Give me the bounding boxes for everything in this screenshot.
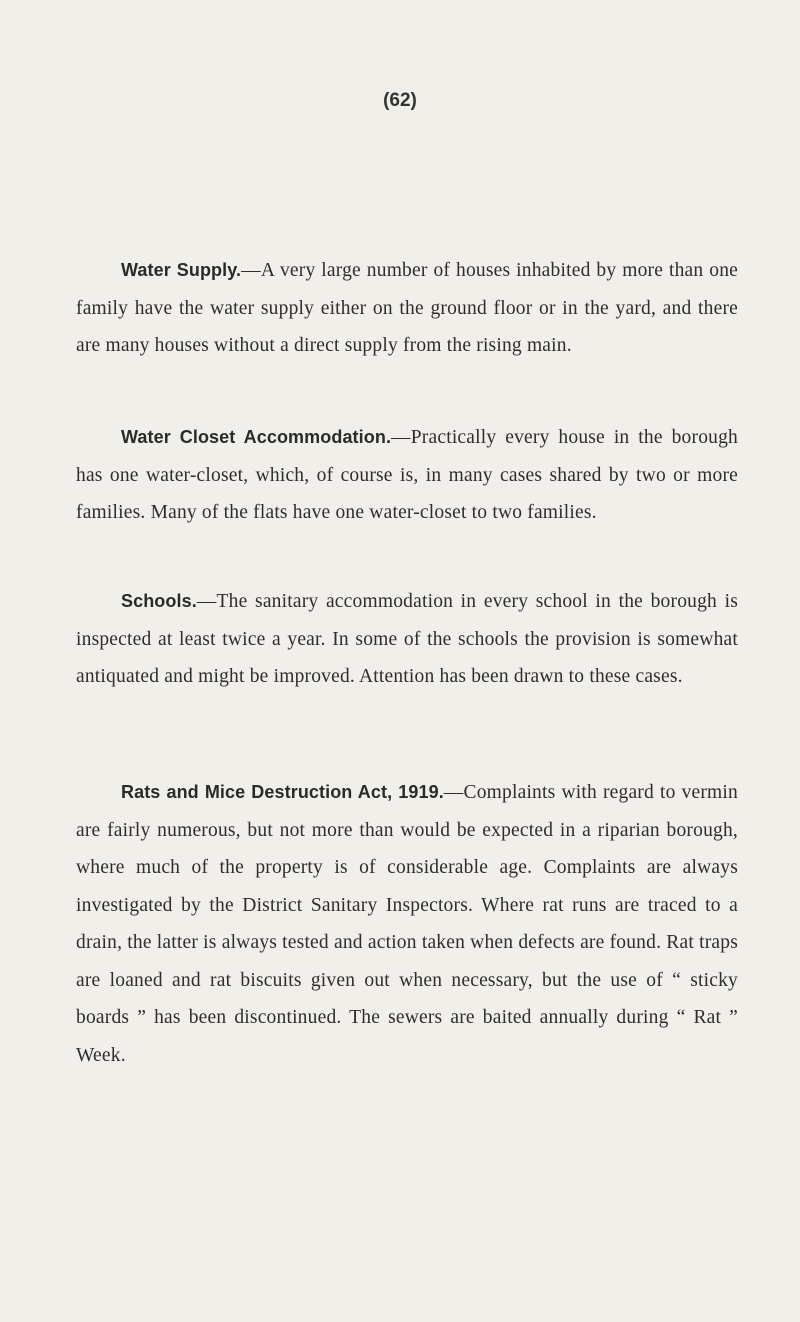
body-water-supply: —A very large number of houses inhabited by more than one family have the water supply either on the ground floor or in the yard, and there are many houses without a direct supply from the rising main.	[76, 260, 738, 356]
heading-water-closet: Water Closet Accommodation.	[121, 427, 392, 447]
heading-rats-and-mice: Rats and Mice Destruction Act, 1919.	[121, 782, 444, 802]
heading-schools: Schools.	[121, 591, 197, 611]
body-rats-and-mice: —Complaints with regard to vermin are fairly numerous, but not more than would be expected in a riparian borough, where much of the property is of considerable age. Complaints are always investigated by the District Sanitary Inspectors. Where rat runs are traced to a drain, the latter is always tested and action taken when defects are found. Rat traps are loaned and rat biscuits given out when necessary, but the use of “ sticky boards ” has been discontinued. The sewers are baited annually during “ Rat ” Week.	[76, 782, 738, 1066]
page-number: (62)	[383, 90, 417, 111]
paragraph-rats-and-mice	[76, 774, 738, 1074]
body-schools: —The sanitary accommodation in every school in the borough is inspected at least twice a year. In some of the schools the provision is somewhat antiquated and might be improved. Attention has been drawn to these cases.	[76, 591, 738, 687]
paragraph-schools	[76, 583, 738, 696]
body-water-closet: —Practically every house in the borough has one water-closet, which, of course is, in many cases shared by two or more families. Many of the flats have one water-closet to two families.	[76, 427, 738, 523]
heading-water-supply: Water Supply.	[121, 260, 242, 280]
paragraph-water-closet	[76, 419, 738, 532]
paragraph-water-supply	[76, 252, 738, 365]
